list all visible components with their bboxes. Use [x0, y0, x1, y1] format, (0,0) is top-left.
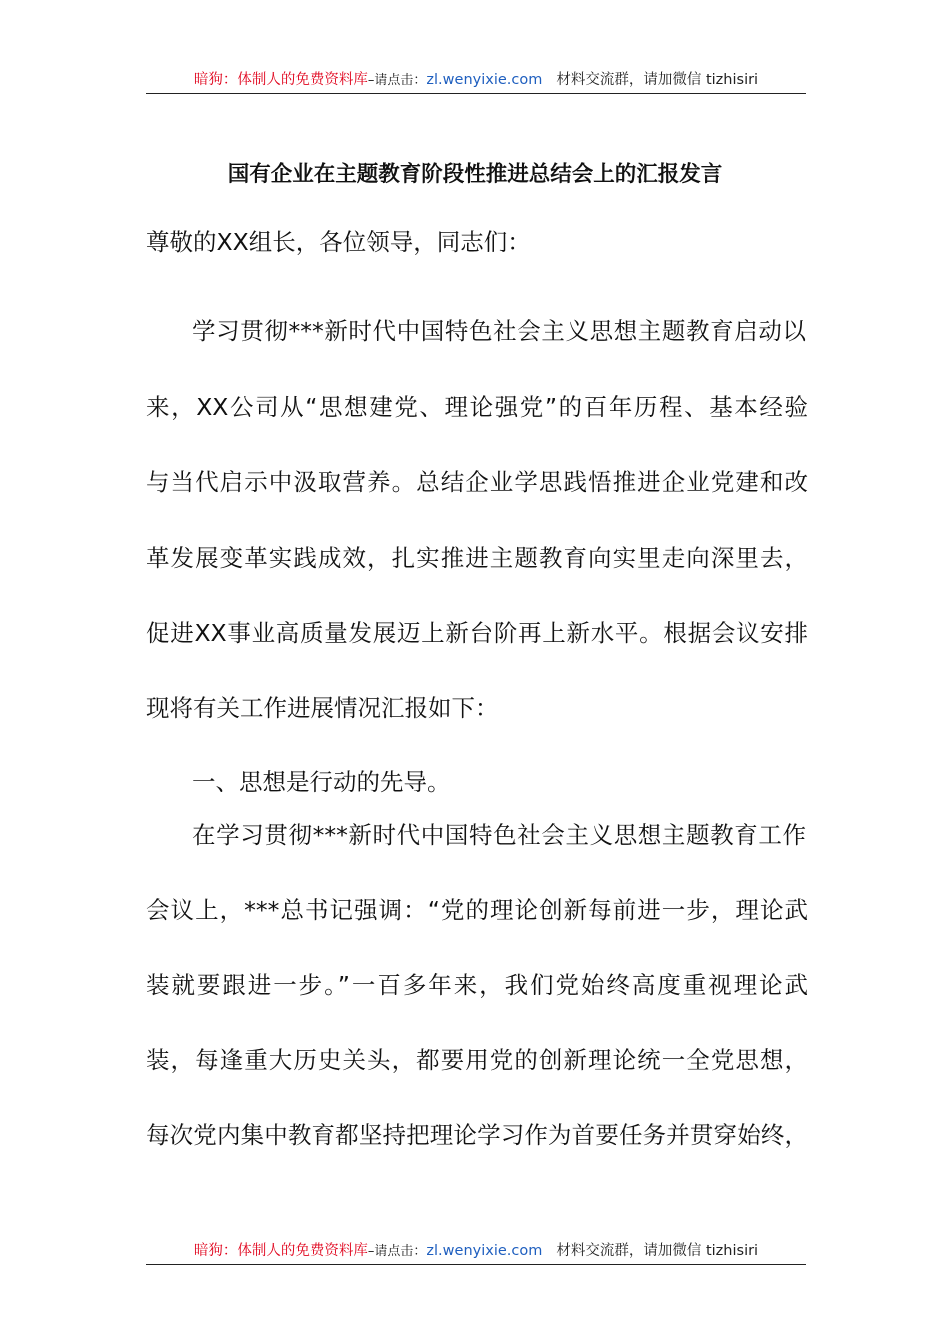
paragraph-line: 在学习贯彻***新时代中国特色社会主义思想主题教育工作	[192, 821, 806, 849]
paragraph-line: 每次党内集中教育都坚持把理论学习作为首要任务并贯穿始终，	[146, 1121, 808, 1149]
paragraph-line: 学习贯彻***新时代中国特色社会主义思想主题教育启动以	[192, 317, 806, 345]
header-click-label: –请点击：	[367, 73, 427, 88]
footer-click-label: –请点击：	[367, 1244, 427, 1259]
paragraph-line: 装就要跟进一步。”一百多年来，我们党始终高度重视理论武	[146, 971, 808, 999]
header-brand: 暗狗：体制人的免费资料库	[193, 72, 368, 88]
paragraph-line: 现将有关工作进展情况汇报如下：	[146, 694, 499, 722]
footer-banner	[146, 1241, 806, 1265]
salutation: 尊敬的XX组长，各位领导，同志们：	[146, 228, 531, 256]
footer-brand: 暗狗：体制人的免费资料库	[193, 1243, 368, 1259]
paragraph-line: 革发展变革实践成效，扎实推进主题教育向实里走向深里去，	[146, 544, 808, 572]
paragraph-line: 与当代启示中汲取营养。总结企业学思践悟推进企业党建和改	[146, 468, 808, 496]
paragraph-line: 来，XX公司从“思想建党、理论强党”的百年历程、基本经验	[146, 393, 808, 421]
paragraph-line: 促进XX事业高质量发展迈上新台阶再上新水平。根据会议安排	[146, 619, 808, 647]
header-url-link[interactable]: zl.wenyixie.com	[426, 72, 543, 88]
paragraph-line: 会议上，***总书记强调：“党的理论创新每前进一步，理论武	[146, 896, 808, 924]
paragraph-line: 装，每逢重大历史关头，都要用党的创新理论统一全党思想，	[146, 1046, 808, 1074]
header-banner	[146, 70, 806, 94]
footer-group-text: 材料交流群，请加微信 tizhisiri	[556, 1243, 759, 1259]
header-group-text: 材料交流群，请加微信 tizhisiri	[556, 72, 759, 88]
footer-url-link[interactable]: zl.wenyixie.com	[426, 1243, 543, 1259]
document-title: 国有企业在主题教育阶段性推进总结会上的汇报发言	[227, 162, 723, 187]
section-heading: 一、思想是行动的先导。	[192, 768, 451, 796]
